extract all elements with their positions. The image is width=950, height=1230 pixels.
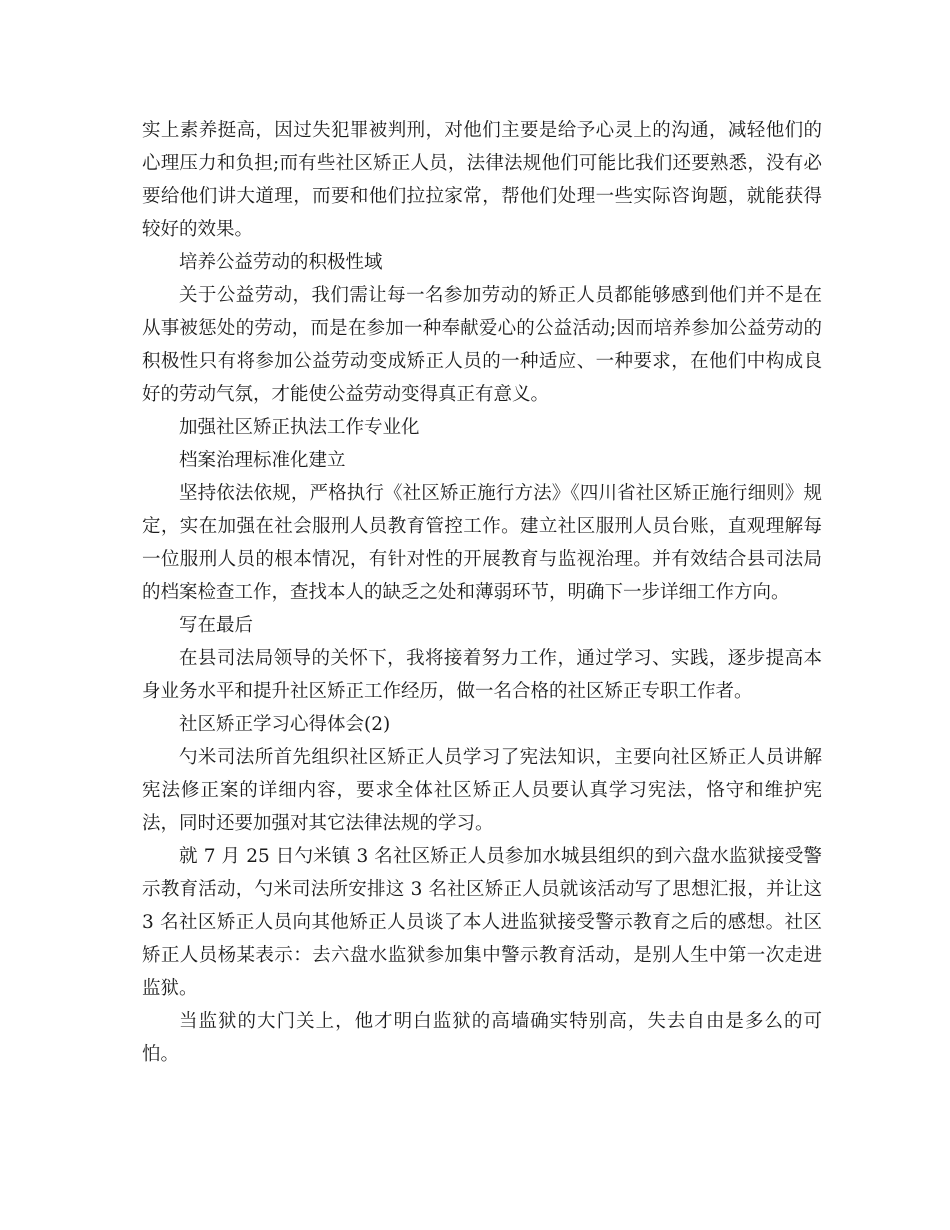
section-title: 社区矫正学习心得体会(2): [179, 714, 391, 735]
paragraph-continuation: 实上素养挺高，因过失犯罪被判刑，对他们主要是给予心灵上的沟通，减轻他们的心理压力和负担;而有些社区矫正人员，法律法规他们可能比我们还要熟悉，没有必要给他们讲大道理，而要和他们拉拉家常，帮他们处理一些实际咨询题，就能获得较好的效果。: [142, 120, 822, 240]
heading-conclusion: 写在最后: [179, 615, 254, 636]
heading-public-labor: 培养公益劳动的积极性域: [179, 252, 383, 273]
heading-enforcement: 加强社区矫正执法工作专业化: [179, 417, 420, 438]
paragraph-public-labor: 关于公益劳动，我们需让每一名参加劳动的矫正人员都能够感到他们并不是在从事被惩处的劳动，而是在参加一种奉献爱心的公益活动;因而培养参加公益劳动的积极性只有将参加公益劳动变成矫正人员的一种适应、一种要求，在他们中构成良好的劳动气氛，才能使公益劳动变得真正有意义。: [142, 285, 822, 405]
paragraph-archives: 坚持依法依规，严格执行《社区矫正施行方法》《四川省社区矫正施行细则》规定，实在加强在社会服刑人员教育管控工作。建立社区服刑人员台账，直观理解每一位服刑人员的根本情况，有针对性的开展教育与监视治理。并有效结合县司法局的档案检查工作，查找本人的缺乏之处和薄弱环节，明确下一步详细工作方向。: [142, 483, 822, 603]
document-body: [142, 114, 822, 1071]
paragraph-prison-visit: 就 7 月 25 日勺米镇 3 名社区矫正人员参加水城县组织的到六盘水监狱接受警示教育活动，勺米司法所安排这 3 名社区矫正人员就该活动写了思想汇报，并让这 3 名社区矫正人员向其他矫正人员谈了本人进监狱接受警示教育之后的感想。社区矫正人员杨某表示：去六盘水监狱参加集中警示教育活动，是别人生中第一次走进监狱。: [142, 846, 822, 999]
paragraph-constitution: 勺米司法所首先组织社区矫正人员学习了宪法知识，主要向社区矫正人员讲解宪法修正案的详细内容，要求全体社区矫正人员要认真学习宪法，恪守和维护宪法，同时还要加强对其它法律法规的学习。: [142, 747, 822, 834]
paragraph-conclusion: 在县司法局领导的关怀下，我将接着努力工作，通过学习、实践，逐步提高本身业务水平和提升社区矫正工作经历，做一名合格的社区矫正专职工作者。: [142, 648, 822, 702]
paragraph-prison-door: 当监狱的大门关上，他才明白监狱的高墙确实特别高，失去自由是多么的可怕。: [142, 1011, 822, 1065]
heading-archives: 档案治理标准化建立: [179, 450, 346, 471]
